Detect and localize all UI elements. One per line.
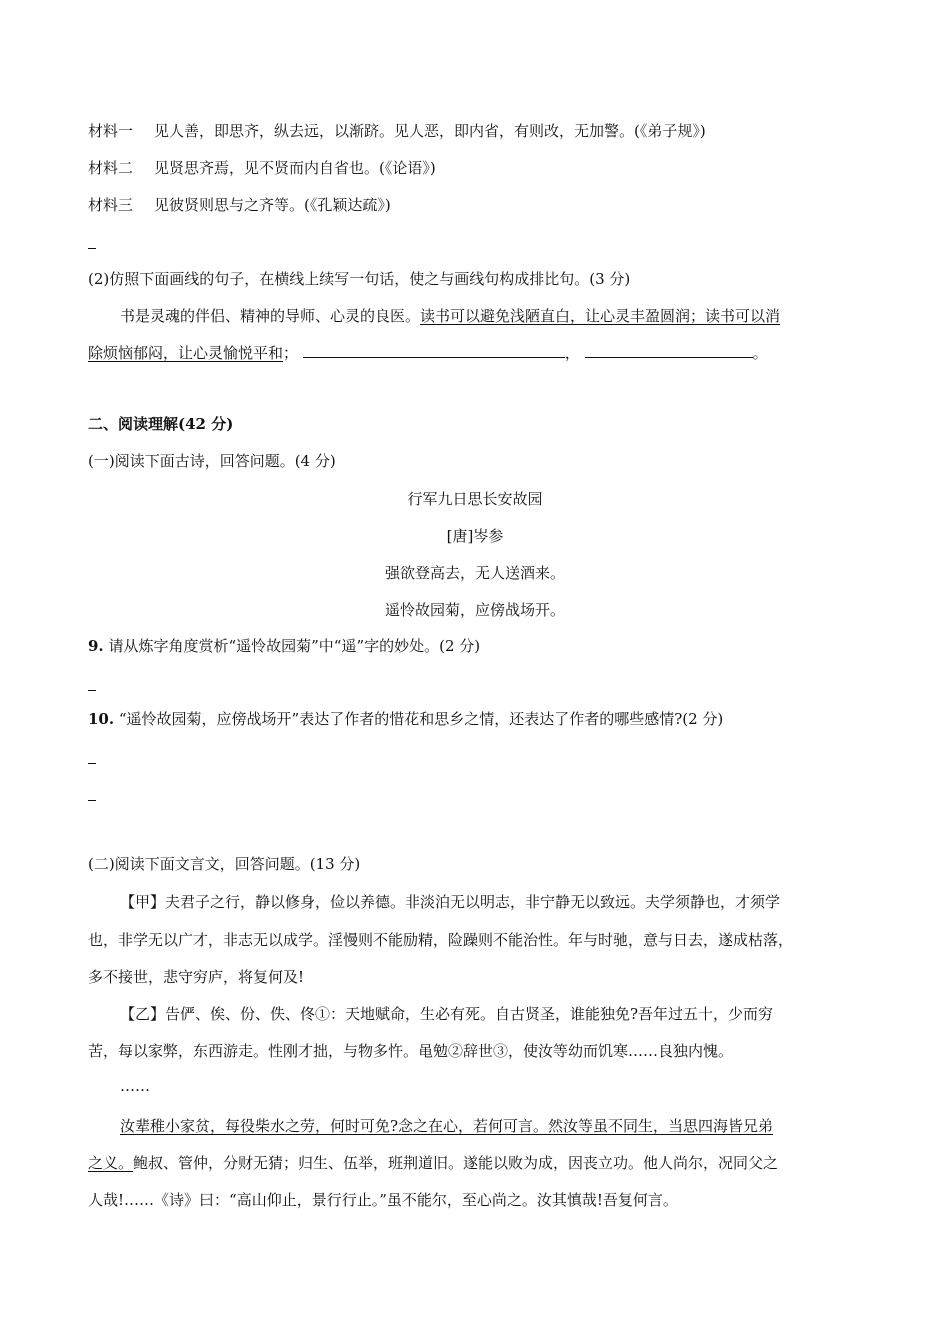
- fill-blank-1[interactable]: [303, 343, 565, 358]
- passage-para3-line-2: [88, 1152, 778, 1174]
- q2-underlined-text: 读书可以避免浅陋直白，让心灵丰盈圆润；读书可以消: [420, 307, 781, 325]
- passage-jia-line-2: 也，非学无以广才，非志无以成学。淫慢则不能励精，险躁则不能治性。年与时驰，意与日去，遂成枯落，: [88, 931, 794, 949]
- q2-plain-text: 书是灵魂的伴侣、精神的导师、心灵的良医。: [120, 307, 421, 325]
- question-text: “遥怜故园菊，应傍战场开”表达了作者的惜花和思乡之情，还表达了作者的哪些感情?(2 分): [118, 710, 724, 728]
- q2-separator: ；: [283, 344, 299, 362]
- q2-underlined-text: 除烦恼郁闷，让心灵愉悦平和: [88, 344, 284, 362]
- poem-intro: (一)阅读下面古诗，回答问题。(4 分): [88, 452, 336, 470]
- q2-line-2: [88, 342, 768, 364]
- question-9: [88, 635, 480, 657]
- poem-line-2: 遥怜故园菊，应傍战场开。: [384, 601, 565, 619]
- question-number: 9.: [88, 637, 104, 655]
- material-2: [88, 157, 436, 179]
- underlined-text: 之义。: [88, 1154, 134, 1172]
- passage-yi-line-1: 【乙】告俨、俟、份、佚、佟①：天地赋命，生必有死。自古贤圣，谁能独免?吾年过五十，少而穷: [120, 1005, 774, 1023]
- material-text: 见人善，即思齐，纵去远，以渐跻。见人恶，即内省，有则改，无加警。(《弟子规》): [154, 122, 706, 140]
- passage-yi-line-2: 苦，每以家弊，东西游走。性刚才拙，与物多忤。黾勉②辞世③，使汝等幼而饥寒……良独内愧。: [88, 1042, 734, 1060]
- material-3: [88, 194, 391, 216]
- question-10: [88, 708, 723, 730]
- passage-para3-line-3: 人哉!……《诗》曰：“高山仰止，景行行止。”虽不能尔，至心尚之。汝其慎哉!吾复何言。: [88, 1191, 678, 1209]
- poem-author: [唐]岑参: [446, 527, 504, 545]
- material-1: [88, 120, 706, 142]
- material-text: 见贤思齐焉，见不贤而内自省也。(《论语》): [154, 159, 436, 177]
- answer-line-mark: [88, 800, 96, 801]
- prose-intro: (二)阅读下面文言文，回答问题。(13 分): [88, 855, 361, 873]
- passage-ellipsis: ……: [120, 1077, 150, 1095]
- answer-line-mark: [88, 763, 96, 764]
- fill-blank-2[interactable]: [585, 343, 753, 358]
- material-label: 材料三: [88, 196, 134, 214]
- question-number: 10.: [88, 710, 115, 728]
- q2-separator: ，: [564, 344, 580, 362]
- passage-text: 鲍叔、管仲，分财无猜；归生、伍举，班荆道旧。遂能以败为成，因丧立功。他人尚尔，况同父之: [133, 1154, 779, 1172]
- q2-end: 。: [752, 344, 768, 362]
- answer-line-mark: [88, 690, 96, 691]
- question-text: 请从炼字角度赏析“遥怜故园菊”中“遥”字的妙处。(2 分): [108, 637, 481, 655]
- material-label: 材料一: [88, 122, 134, 140]
- passage-jia-line-3: 多不接世，悲守穷庐，将复何及!: [88, 968, 305, 986]
- passage-jia-line-1: 【甲】夫君子之行，静以修身，俭以养德。非淡泊无以明志，非宁静无以致远。夫学须静也，才须学: [120, 893, 781, 911]
- poem-title: 行军九日思长安故园: [407, 490, 543, 508]
- answer-line-mark: [88, 248, 96, 249]
- underlined-text: 汝辈稚小家贫，每役柴水之劳，何时可免?念之在心，若何可言。然汝等虽不同生，当思四海皆兄弟: [120, 1117, 774, 1135]
- poem-line-1: 强欲登高去，无人送酒来。: [384, 564, 565, 582]
- q2-line-1: [120, 305, 780, 327]
- passage-para3-line-1: [120, 1115, 773, 1137]
- material-text: 见彼贤则思与之齐等。(《孔颖达疏》): [154, 196, 391, 214]
- material-label: 材料二: [88, 159, 134, 177]
- section-heading: 二、阅读理解(42 分): [88, 415, 234, 433]
- q2-prompt: (2)仿照下面画线的句子，在横线上续写一句话，使之与画线句构成排比句。(3 分): [88, 270, 631, 288]
